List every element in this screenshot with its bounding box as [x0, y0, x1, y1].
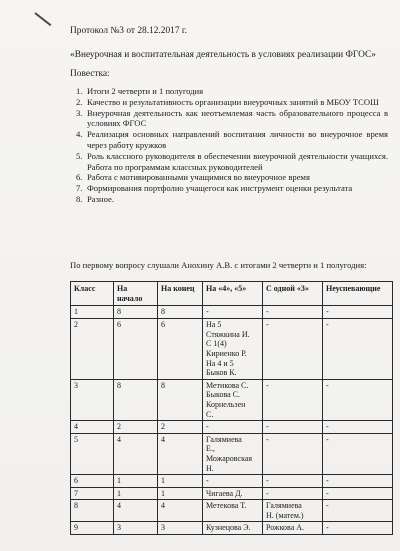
pen-mark: [34, 12, 51, 26]
table-cell: -: [263, 421, 323, 434]
table-cell: Галямиева Е., Можаровская Н.: [203, 433, 263, 474]
table-row: [71, 306, 393, 319]
table-cell: Кузнецова Э.: [203, 522, 263, 535]
table-cell: 8: [114, 379, 158, 420]
agenda-text: Внеурочная деятельность как неотъемлемая часть образовательного процесса в условиях ФГОС: [87, 107, 388, 129]
agenda-item: [76, 194, 388, 205]
table-cell: -: [263, 487, 323, 500]
agenda-item: [76, 97, 388, 108]
table-cell: -: [203, 306, 263, 319]
table-cell: 2: [71, 319, 114, 380]
agenda-list: [76, 86, 388, 205]
table-cell: 8: [71, 500, 114, 522]
agenda-item: [76, 172, 388, 183]
table-row: [71, 522, 393, 535]
agenda-item: [76, 108, 388, 130]
table-cell: 4: [158, 433, 203, 474]
table-cell: -: [323, 421, 393, 434]
column-header-start: На начало: [114, 282, 158, 306]
table-cell: 3: [158, 522, 203, 535]
column-header-class: Класс: [71, 282, 114, 306]
subject-line: «Внеурочная и воспитательная деятельность в условиях реализации ФГОС»: [70, 50, 376, 60]
agenda-number: 8.: [76, 193, 83, 204]
agenda-number: 4.: [76, 129, 83, 140]
table-cell: -: [323, 500, 393, 522]
table-cell: Метикова С. Быкова С. Корнельзен С.: [203, 379, 263, 420]
table-cell: 3: [114, 522, 158, 535]
table-cell: -: [323, 522, 393, 535]
table-cell: 2: [158, 421, 203, 434]
table-cell: 4: [158, 500, 203, 522]
table-cell: 1: [158, 475, 203, 488]
table-cell: 1: [158, 487, 203, 500]
table-cell: -: [203, 421, 263, 434]
table-cell: -: [323, 319, 393, 380]
agenda-text: Работа с мотивированными учащимися во внеурочное время: [87, 172, 310, 183]
first-question-paragraph: По первому вопросу слушали Анохину А.В. с итогами 2 четверти и 1 полугодия:: [70, 260, 367, 270]
table-cell: -: [263, 319, 323, 380]
agenda-number: 1.: [76, 86, 83, 96]
table-cell: -: [323, 487, 393, 500]
agenda-item: [76, 151, 388, 173]
table-cell: 1: [71, 306, 114, 319]
table-cell: 8: [158, 306, 203, 319]
table-cell: -: [323, 433, 393, 474]
table-row: [71, 319, 393, 380]
agenda-item: [76, 86, 388, 97]
table-cell: 6: [71, 475, 114, 488]
table-cell: -: [263, 306, 323, 319]
table-cell: Рожкова А.: [263, 522, 323, 535]
agenda-text: Качество и результативность организации внеурочных занятий в МБОУ ТСОШ: [87, 96, 379, 107]
table-row: [71, 487, 393, 500]
table-cell: 4: [114, 433, 158, 474]
table-cell: -: [203, 475, 263, 488]
protocol-line: Протокол №3 от 28.12.2017 г.: [70, 26, 187, 36]
table-cell: На 5 Стяжкина И. С 1(4) Кириенко Р. На 4 и 5 Быков К.: [203, 319, 263, 380]
table-cell: 8: [114, 306, 158, 319]
table-cell: -: [263, 433, 323, 474]
agenda-number: 6.: [76, 172, 83, 183]
agenda-item: [76, 129, 388, 151]
table-cell: 6: [158, 319, 203, 380]
agenda-number: 2.: [76, 96, 83, 107]
table-cell: 4: [114, 500, 158, 522]
table-cell: -: [263, 379, 323, 420]
agenda-text: Реализация основных направлений воспитания личности во внеурочное время через работу кружков: [87, 129, 388, 150]
agenda-text: Разное.: [87, 193, 114, 204]
table-cell: -: [323, 306, 393, 319]
table-row: [71, 500, 393, 522]
table-row: [71, 475, 393, 488]
column-header-one-three: С одной «3»: [263, 282, 323, 306]
column-header-failing: Неуспевающие: [323, 282, 393, 306]
agenda-title: Повестка:: [70, 69, 110, 79]
table-row: [71, 421, 393, 434]
table-row: [71, 433, 393, 474]
table-cell: 4: [71, 421, 114, 434]
table-cell: Метекова Т.: [203, 500, 263, 522]
table-cell: 2: [114, 421, 158, 434]
table-cell: 7: [71, 487, 114, 500]
table-cell: -: [323, 379, 393, 420]
table-cell: 5: [71, 433, 114, 474]
table-row: [71, 379, 393, 420]
agenda-text: Итоги 2 четверти и 1 полугодия: [87, 86, 204, 96]
table-cell: 9: [71, 522, 114, 535]
agenda-text: Роль классного руководителя в обеспечении внеурочной деятельности учащихся. Работа по программам классных руководителей: [87, 150, 388, 172]
table-cell: 6: [114, 319, 158, 380]
table-cell: Галямиева Н. (матем.): [263, 500, 323, 522]
table-cell: 1: [114, 475, 158, 488]
results-table: [70, 281, 393, 535]
table-cell: 3: [71, 379, 114, 420]
column-header-good-grades: На «4», «5»: [203, 282, 263, 306]
agenda-number: 5.: [76, 150, 83, 161]
agenda-number: 3.: [76, 107, 83, 118]
column-header-end: На конец: [158, 282, 203, 306]
table-cell: 1: [114, 487, 158, 500]
agenda-item: [76, 183, 388, 194]
table-cell: -: [263, 475, 323, 488]
table-cell: -: [323, 475, 393, 488]
table-header-row: [71, 282, 393, 306]
table-cell: Чигаева Д.: [203, 487, 263, 500]
agenda-number: 7.: [76, 183, 83, 194]
table-cell: 8: [158, 379, 203, 420]
agenda-text: Формирования портфолио учащегося как инструмент оценки результата: [87, 183, 353, 194]
